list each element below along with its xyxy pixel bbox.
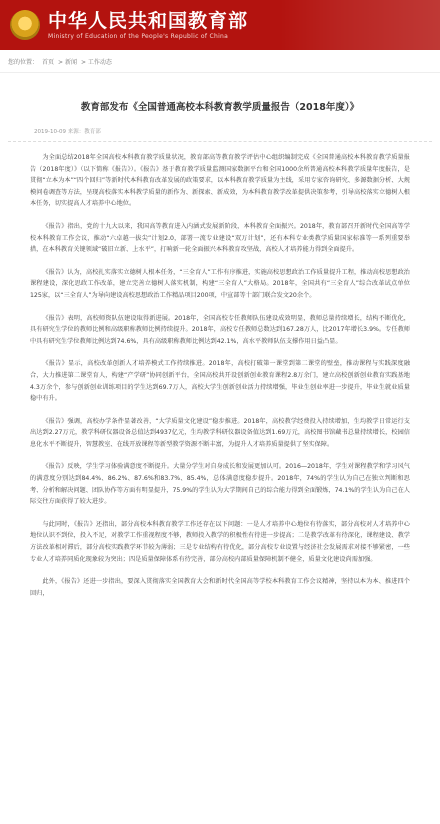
article	[8, 73, 432, 599]
site-subtitle: Ministry of Education of the People's Republic of China	[48, 32, 229, 40]
breadcrumb-prefix: 您的位置：	[8, 58, 39, 66]
article-paragraph: 《报告》表明，高校师资队伍建设取得新进展。2018年，全国高校专任教师队伍建设成效明显，教师总量持续增长，结构不断优化，具有研究生学位的教师比例和高级职称教师比例持续提升。2018年，高校专任教师总数达到167.28万人，比2017年增长3.9%。专任教师中具有研究生学位教师比例达到74.6%，具有高级职称教师比例达到42.1%，高水平教师队伍支撑作用日益凸显。	[30, 314, 410, 345]
site-title-block	[48, 10, 248, 41]
site-header	[0, 0, 440, 50]
article-paragraph: 《报告》显示，高校改革创新人才培养模式工作持续推进。2018年，高校打破第一课堂到第二课堂的壁垒，推动课程与实践深度融合，大力推进第二课堂育人，构建“产学研”协同创新平台，全国高校共开设创新创业教育课程2.8万余门，建立高校创新创业教育实践基地4.3万余个，参与创新创业训练项目的学生达到69.7万人，高校大学生创新创业活力持续增强，毕业生创业率进一步提升，毕业生就业质量稳中有升。	[30, 360, 410, 403]
article-paragraph: 《报告》反映，学生学习体验满意度不断提升。大量分学生对自身成长和发展更加认可。2016—2018年，学生对课程教学和学习风气的满意度分别达到84.4%、86.2%、87.6%和83.7%、85.4%，总体满意度稳步提升。2018年，74%的学生认为自己在独立判断和思考、分析和解决问题、团队协作等方面有明显提升，75.9%的学生认为大学期间自己的综合能力得到全面锻炼，74.1%的学生认为自己在人际交往方面获得了较大进步。	[30, 463, 410, 506]
site-title[interactable]: 中华人民共和国教育部	[48, 9, 249, 32]
breadcrumb-home-link[interactable]: 首页	[42, 58, 55, 66]
article-paragraph: 《报告》强调，高校办学条件显著改善，“大学质量文化建设”稳步推进。2018年，高校教学经费投入持续增加，生均教学日常运行支出达到2.27万元，教学科研仪器设备总值达到4937亿元，生均教学科研仪器设备值达到1.69万元，高校图书馆藏书总量持续增长，校园信息化水平不断提升，智慧教室、在线开放课程等新型教学资源不断丰富，为提升人才培养质量提供了坚实保障。	[30, 417, 410, 448]
article-paragraph: 与此同时，《报告》还指出，部分高校本科教育教学工作还存在以下问题：一是人才培养中心地位有待落实，部分高校对人才培养中心地位认识不到位，投入不足，对教学工作重视程度不够，教师投入教学的积极性有待进一步提高；二是教学改革有待深化，课程建设、教学方法改革相对滞后，部分高校实践教学环节较为薄弱；三是专业结构有待优化，部分高校专业设置与经济社会发展需求对接不够紧密，一些专业人才培养同质化现象较为突出；四是质量保障体系有待完善，部分高校内部质量保障机制不健全，质量文化建设尚需加强。	[30, 520, 410, 563]
breadcrumb-work-news-link[interactable]: > 工作动态	[80, 58, 112, 66]
article-meta: 2019-10-09 来源：教育部	[8, 127, 432, 142]
national-emblem-icon	[10, 10, 40, 40]
article-paragraph: 《报告》认为，高校扎实落实立德树人根本任务，“三全育人”工作有序推进，实施高校思想政治工作质量提升工程，推动高校思想政治课程建设，深化思政工作改革，建立完善立德树人落实机制，构建“三全育人”大格局。2018年，全国共有“三全育人”综合改革试点单位125家，以“三全育人”为导向建设高校思想政治工作精品项目200项，中宣部等十部门联合发文20余个。	[30, 268, 410, 299]
breadcrumb-news-link[interactable]: > 新闻	[58, 58, 77, 66]
header-decoration	[280, 0, 440, 50]
article-title: 教育部发布《全国普通高校本科教育教学质量报告（2018年度）》	[80, 102, 360, 113]
breadcrumb	[0, 50, 440, 73]
article-paragraph: 此外，《报告》还进一步指出，要深入贯彻落实全国教育大会和新时代全国高等学校本科教育工作会议精神，坚持以本为本、推进四个回归，	[30, 578, 410, 597]
article-paragraph: 为全面总结2018年全国高校本科教育教学质量状况，教育部高等教育教学评估中心组织编制完成《全国普通高校本科教育教学质量报告（2018年度）》（以下简称《报告》）。《报告》基于教育教学质量监测国家数据平台和全国1000余所普通高校本科教学质量年度报告，是贯彻“立本为本”“四个回归”等新时代本科教育改革发展的政策要求，以本科教育教学质量为主线，采用专家咨询研究、多源数据分析、大规模问卷调查等方法，呈现高校落实本科教学质量的新作为、新探索、新成效，为本科教育教学改革提供决策参考，引导高校落实立德树人根本任务，切实提高人才培养中心地位。	[30, 154, 410, 208]
article-paragraph: 《报告》指出，党的十九大以来，我国高等教育进入内涵式发展新阶段，本科教育全面振兴。2018年，教育部召开新时代全国高等学校本科教育工作会议，推动“六卓越一拔尖”计划2.0，部署一流专业建设“双万计划”，还有本科专业类教学质量国家标准等一系列重要举措，在本科教育关键领域“破旧立新、上水平”，打响新一轮全面振兴本科教育攻坚战，高校人才培养能力得到全面提升。	[30, 222, 410, 254]
article-body	[8, 142, 432, 599]
